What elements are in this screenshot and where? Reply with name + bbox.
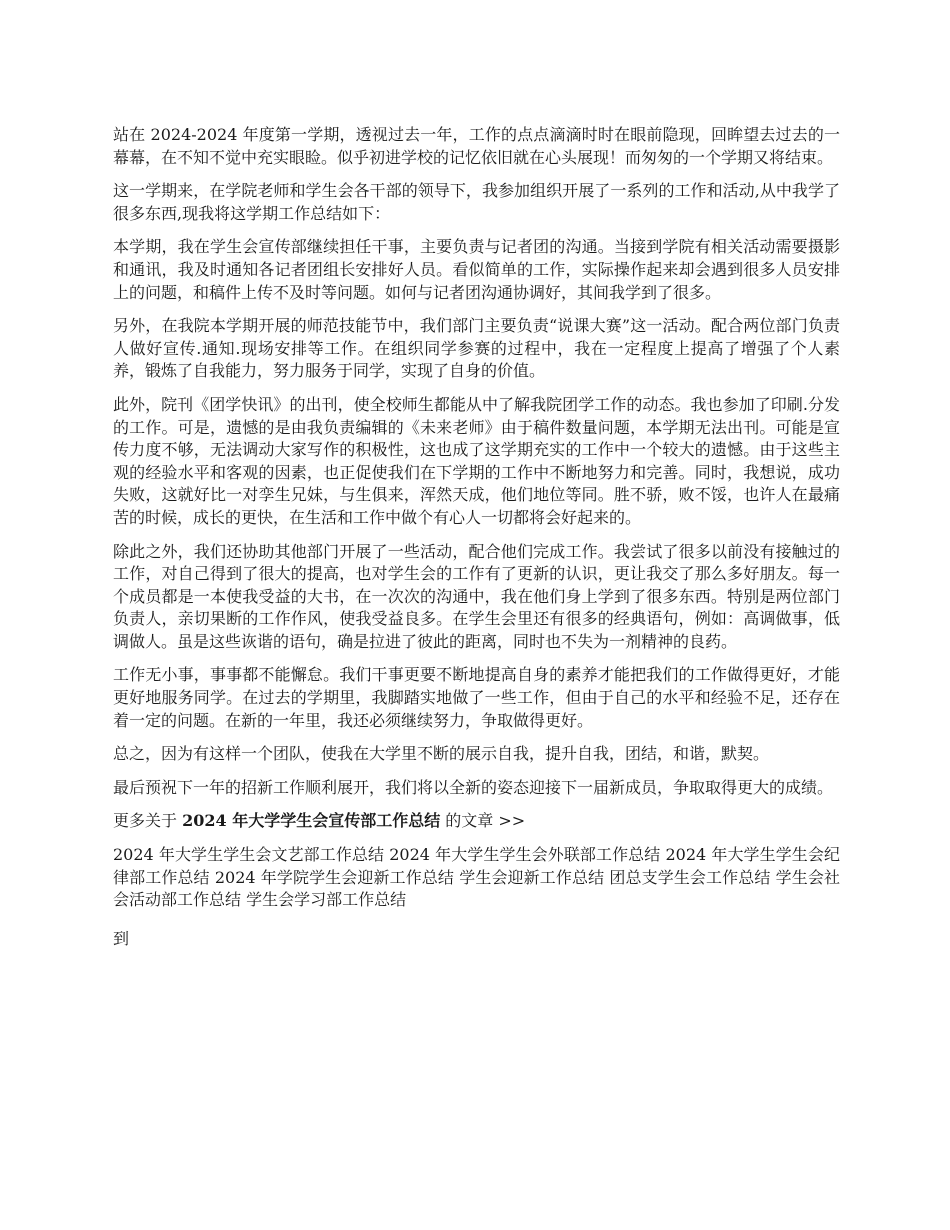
paragraph-overview: 这一学期来，在学院老师和学生会各干部的领导下，我参加组织开展了一系列的工作和活动,从中我学了很多东西,现我将这学期工作总结如下： (113, 181, 840, 223)
more-articles-heading[interactable] (113, 810, 840, 833)
paragraph-skills-festival: 另外，在我院本学期开展的师范技能节中，我们部门主要负责“说课大赛”这一活动。配合两位部门负责人做好宣传.通知.现场安排等工作。在组织同学参赛的过程中，我在一定程度上提高了增强了个人素养，锻炼了自我能力，努力服务于同学，实现了自身的价值。 (113, 316, 840, 381)
related-link-social-activities[interactable]: 学生会社会活动部工作总结 (113, 867, 840, 910)
paragraph-outlook: 最后预祝下一年的招新工作顺利展开，我们将以全新的姿态迎接下一届新成员，争取取得更大的成绩。 (113, 777, 834, 797)
related-link-external-relations[interactable]: 2024 年大学生学生会外联部工作总结 (389, 845, 661, 865)
related-link-college-orientation[interactable]: 2024 年学院学生会迎新工作总结 (214, 867, 455, 887)
document-page (113, 124, 840, 961)
related-link-youth-league[interactable]: 团总支学生会工作总结 (609, 867, 771, 887)
paragraph-reporter-team: 本学期，我在学生会宣传部继续担任干事，主要负责与记者团的沟通。当接到学院有相关活动需要摄影和通讯，我及时通知各记者团组长安排好人员。看似简单的工作，实际操作起来却会遇到很多人员安排上的问题，和稿件上传不及时等问题。如何与记者团沟通协调好，其间我学到了很多。 (113, 237, 840, 302)
more-articles-suffix: 的文章 >> (440, 811, 526, 831)
paragraph-intro: 站在 2024-2024 年度第一学期，透视过去一年，工作的点点滴滴时时在眼前隐现，回眸望去过去的一幕幕，在不知不觉中充实眼睑。似乎初进学校的记忆依旧就在心头展现！而匆匆的一个学期又将结束。 (113, 125, 840, 167)
paragraph-publication: 此外，院刊《团学快讯》的出刊，使全校师生都能从中了解我院团学工作的动态。我也参加了印刷.分发的工作。可是，遗憾的是由我负责编辑的《未来老师》由于稿件数量问题，本学期无法出刊。可能是宣传力度不够，无法调动大家写作的积极性，这也成了这学期充实的工作中一个较大的遗憾。由于这些主观的经验水平和客观的因素，也正促使我们在下学期的工作中不断地努力和完善。同时，我想说，成功失败，这就好比一对孪生兄妹，与生俱来，浑然天成，他们地位等同。胜不骄，败不馁，也许人在最痛苦的时候，成长的更快，在生活和工作中做个有心人一切都将会好起来的。 (113, 394, 840, 527)
related-articles-list (113, 844, 840, 912)
paragraph-other-activities: 除此之外，我们还协助其他部门开展了一些活动，配合他们完成工作。我尝试了很多以前没有接触过的工作，对自己得到了很大的提高，也对学生会的工作有了更新的认识，更让我交了那么多好朋友。每一个成员都是一本使我受益的大书，在一次次的沟通中，我在他们身上学到了很多东西。特别是两位部门负责人，亲切果断的工作作风，使我受益良多。在学生会里还有很多的经典语句，例如：高调做事，低调做人。虽是这些诙谐的语句，确是拉进了彼此的距离，同时也不失为一剂精神的良药。 (113, 541, 840, 651)
more-articles-prefix: 更多关于 (113, 811, 183, 831)
related-link-orientation[interactable]: 学生会迎新工作总结 (459, 867, 605, 887)
paragraph-conclusion: 总之，因为有这样一个团队，使我在大学里不断的展示自我，提升自我，团结，和谐，默契。 (113, 744, 770, 764)
footer-text: 到 (113, 928, 130, 948)
related-link-arts[interactable]: 2024 年大学生学生会文艺部工作总结 (113, 845, 385, 865)
more-articles-keyword: 2024 年大学学生会宣传部工作总结 (182, 811, 441, 831)
related-link-discipline[interactable]: 2024 年大学生学生会纪律部工作总结 (113, 845, 840, 887)
related-link-study-department[interactable]: 学生会学习部工作总结 (246, 890, 407, 910)
paragraph-reflection: 工作无小事，事事都不能懈怠。我们干事更要不断地提高自身的素养才能把我们的工作做得更好，才能更好地服务同学。在过去的学期里，我脚踏实地做了一些工作，但由于自己的水平和经验不足，还存在着一定的问题。在新的一年里，我还必须继续努力，争取做得更好。 (113, 665, 840, 730)
